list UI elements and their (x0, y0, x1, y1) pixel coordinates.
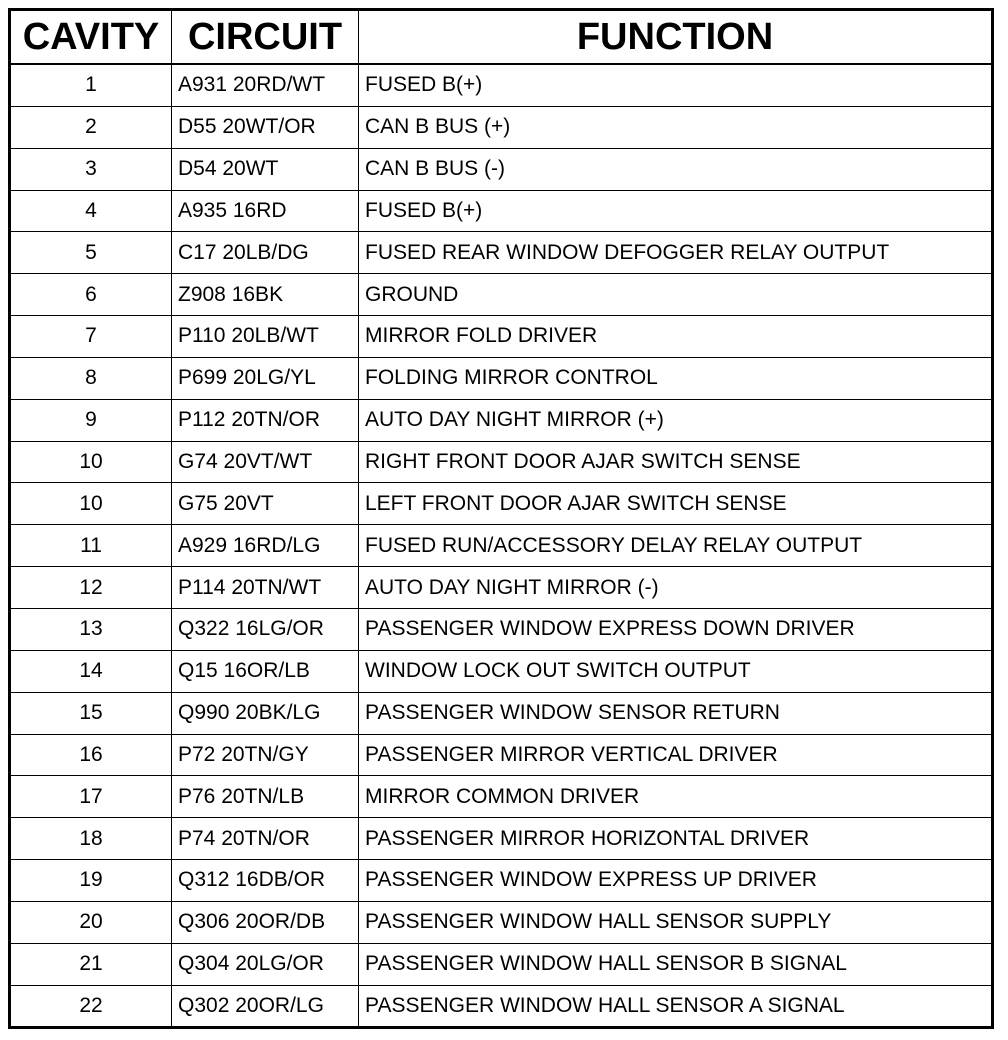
circuit-cell: P74 20TN/OR (172, 818, 359, 860)
cavity-cell: 11 (10, 525, 172, 567)
cavity-cell: 2 (10, 106, 172, 148)
table-row (10, 650, 993, 692)
header-function: FUNCTION (359, 10, 993, 65)
table-row (10, 943, 993, 985)
circuit-cell: D54 20WT (172, 148, 359, 190)
cavity-cell: 22 (10, 985, 172, 1028)
cavity-cell: 10 (10, 483, 172, 525)
table-row (10, 148, 993, 190)
table-row (10, 274, 993, 316)
cavity-cell: 13 (10, 608, 172, 650)
circuit-cell: Q990 20BK/LG (172, 692, 359, 734)
cavity-cell: 18 (10, 818, 172, 860)
table-row (10, 399, 993, 441)
cavity-cell: 15 (10, 692, 172, 734)
cavity-cell: 20 (10, 901, 172, 943)
circuit-cell: P114 20TN/WT (172, 567, 359, 609)
table-row (10, 483, 993, 525)
cavity-cell: 7 (10, 316, 172, 358)
circuit-cell: A931 20RD/WT (172, 64, 359, 106)
function-cell: PASSENGER WINDOW SENSOR RETURN (359, 692, 993, 734)
cavity-cell: 12 (10, 567, 172, 609)
table-body (10, 64, 993, 1028)
function-cell: FUSED B(+) (359, 190, 993, 232)
circuit-cell: A929 16RD/LG (172, 525, 359, 567)
circuit-cell: Q15 16OR/LB (172, 650, 359, 692)
function-cell: LEFT FRONT DOOR AJAR SWITCH SENSE (359, 483, 993, 525)
table-header (10, 10, 993, 65)
function-cell: GROUND (359, 274, 993, 316)
cavity-cell: 9 (10, 399, 172, 441)
circuit-cell: G75 20VT (172, 483, 359, 525)
cavity-cell: 21 (10, 943, 172, 985)
function-cell: CAN B BUS (+) (359, 106, 993, 148)
table-row (10, 441, 993, 483)
table-row (10, 734, 993, 776)
table-row (10, 64, 993, 106)
circuit-cell: Q322 16LG/OR (172, 608, 359, 650)
cavity-cell: 14 (10, 650, 172, 692)
header-row (10, 10, 993, 65)
circuit-cell: Q302 20OR/LG (172, 985, 359, 1028)
cavity-cell: 10 (10, 441, 172, 483)
header-circuit: CIRCUIT (172, 10, 359, 65)
circuit-cell: D55 20WT/OR (172, 106, 359, 148)
circuit-cell: G74 20VT/WT (172, 441, 359, 483)
circuit-cell: P76 20TN/LB (172, 776, 359, 818)
table-row (10, 316, 993, 358)
function-cell: CAN B BUS (-) (359, 148, 993, 190)
function-cell: FUSED REAR WINDOW DEFOGGER RELAY OUTPUT (359, 232, 993, 274)
function-cell: RIGHT FRONT DOOR AJAR SWITCH SENSE (359, 441, 993, 483)
circuit-cell: Z908 16BK (172, 274, 359, 316)
circuit-cell: A935 16RD (172, 190, 359, 232)
function-cell: MIRROR COMMON DRIVER (359, 776, 993, 818)
table-row (10, 985, 993, 1028)
table-row (10, 525, 993, 567)
cavity-cell: 5 (10, 232, 172, 274)
function-cell: FUSED B(+) (359, 64, 993, 106)
function-cell: FUSED RUN/ACCESSORY DELAY RELAY OUTPUT (359, 525, 993, 567)
circuit-cell: P110 20LB/WT (172, 316, 359, 358)
function-cell: PASSENGER MIRROR VERTICAL DRIVER (359, 734, 993, 776)
function-cell: WINDOW LOCK OUT SWITCH OUTPUT (359, 650, 993, 692)
table-row (10, 860, 993, 902)
header-cavity: CAVITY (10, 10, 172, 65)
circuit-cell: P72 20TN/GY (172, 734, 359, 776)
table-row (10, 818, 993, 860)
table-row (10, 190, 993, 232)
table-row (10, 357, 993, 399)
circuit-cell: P112 20TN/OR (172, 399, 359, 441)
cavity-cell: 8 (10, 357, 172, 399)
function-cell: MIRROR FOLD DRIVER (359, 316, 993, 358)
function-cell: FOLDING MIRROR CONTROL (359, 357, 993, 399)
cavity-cell: 6 (10, 274, 172, 316)
cavity-cell: 19 (10, 860, 172, 902)
circuit-cell: P699 20LG/YL (172, 357, 359, 399)
function-cell: PASSENGER WINDOW EXPRESS UP DRIVER (359, 860, 993, 902)
function-cell: PASSENGER WINDOW HALL SENSOR B SIGNAL (359, 943, 993, 985)
table-row (10, 608, 993, 650)
function-cell: PASSENGER WINDOW HALL SENSOR SUPPLY (359, 901, 993, 943)
table-row (10, 776, 993, 818)
cavity-cell: 4 (10, 190, 172, 232)
function-cell: PASSENGER WINDOW HALL SENSOR A SIGNAL (359, 985, 993, 1028)
cavity-cell: 16 (10, 734, 172, 776)
table-row (10, 901, 993, 943)
function-cell: AUTO DAY NIGHT MIRROR (-) (359, 567, 993, 609)
circuit-cell: Q306 20OR/DB (172, 901, 359, 943)
table-row (10, 567, 993, 609)
function-cell: PASSENGER WINDOW EXPRESS DOWN DRIVER (359, 608, 993, 650)
cavity-cell: 17 (10, 776, 172, 818)
table-row (10, 692, 993, 734)
function-cell: AUTO DAY NIGHT MIRROR (+) (359, 399, 993, 441)
function-cell: PASSENGER MIRROR HORIZONTAL DRIVER (359, 818, 993, 860)
circuit-cell: C17 20LB/DG (172, 232, 359, 274)
table-row (10, 106, 993, 148)
table-row (10, 232, 993, 274)
cavity-cell: 1 (10, 64, 172, 106)
connector-pinout-table (8, 8, 994, 1029)
circuit-cell: Q304 20LG/OR (172, 943, 359, 985)
circuit-cell: Q312 16DB/OR (172, 860, 359, 902)
cavity-cell: 3 (10, 148, 172, 190)
